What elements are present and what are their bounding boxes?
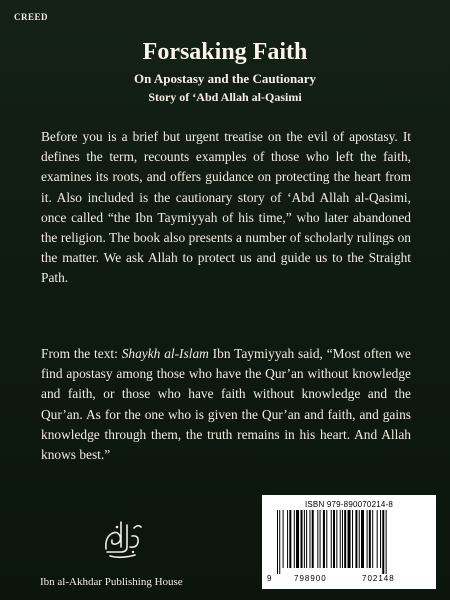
- publisher-name: Ibn al-Akhdar Publishing House: [40, 576, 183, 588]
- barcode-bar: [306, 510, 307, 568]
- quote-honorific: Shaykh al-Islam: [121, 346, 209, 361]
- barcode-bar: [279, 510, 280, 574]
- barcode-bar: [361, 510, 364, 568]
- barcode-bar: [301, 510, 303, 568]
- barcode-bar: [287, 510, 288, 568]
- barcode-bar: [367, 510, 368, 568]
- barcode-digits-left: 798900: [294, 574, 327, 583]
- barcode-bar: [283, 510, 284, 568]
- barcode-bar: [352, 510, 353, 568]
- barcode-bars: [276, 510, 426, 574]
- barcode-bar: [386, 510, 387, 574]
- quote-intro: From the text:: [41, 346, 122, 361]
- barcode-digits-right: 702148: [362, 574, 395, 583]
- book-subtitle-line-1: On Apostasy and the Cautionary: [133, 71, 317, 86]
- description-paragraph: Before you is a brief but urgent treatise on the evil of apostasy. It defines the term, recounts examples of those who left the faith, examines its roots, and offers guidance on protecting the heart from it. Also included is the cautionary story of ‘Abd Allah al-Qasimi, once called “the Ibn Taymiyyah of his time,” who later abandoned the religion. The book also presents a number of scholarly rulings on the matter. We ask Allah to protect us and guide us to the Straight Path.: [41, 129, 411, 286]
- book-title: Forsaking Faith: [142, 39, 308, 65]
- barcode-bar: [333, 510, 335, 568]
- barcode-bar: [380, 510, 381, 568]
- barcode-bar: [312, 510, 314, 568]
- barcode-bar: [320, 510, 321, 568]
- barcode-bar: [277, 510, 278, 574]
- barcode-bar: [323, 510, 325, 568]
- book-subtitle-line-2: Story of ‘Abd Allah al-Qasimi: [148, 90, 302, 104]
- barcode-bar: [340, 510, 341, 568]
- quote-paragraph: [41, 344, 411, 465]
- barcode-bar: [355, 510, 357, 568]
- barcode-bar: [296, 510, 299, 568]
- barcode-bar: [336, 510, 337, 568]
- barcode-bar: [294, 510, 295, 568]
- barcode-bar: [331, 510, 332, 568]
- barcode-bar: [304, 510, 305, 568]
- barcode-bar: [344, 510, 346, 568]
- barcode-bar: [326, 510, 327, 568]
- arabic-calligraphy-logo-icon: [97, 516, 145, 560]
- barcode-bar: [309, 510, 310, 568]
- barcode-lead-digit: 9: [267, 574, 272, 583]
- barcode-bar: [342, 510, 343, 568]
- barcode-bar: [377, 510, 378, 568]
- barcode-bar: [359, 510, 360, 568]
- barcode-bar: [317, 510, 318, 568]
- barcode-bar: [382, 510, 384, 574]
- isbn-text: ISBN 979-890070214-8: [304, 500, 394, 509]
- barcode-bar: [289, 510, 291, 568]
- category-label: CREED: [14, 12, 49, 22]
- barcode-bar: [369, 510, 371, 568]
- quote-body: Ibn Taymiyyah said, “Most often we find apostasy among those who have the Qur’an without knowledge and faith, or those who have faith without knowledge and the Qur’an. As for the one who is given the Qur’an and faith, and gains knowledge through them, the truth remains in his heart. And Allah knows best.”: [41, 346, 411, 463]
- barcode-label: [262, 495, 436, 589]
- barcode-bar: [372, 510, 373, 568]
- barcode-bar: [348, 510, 351, 568]
